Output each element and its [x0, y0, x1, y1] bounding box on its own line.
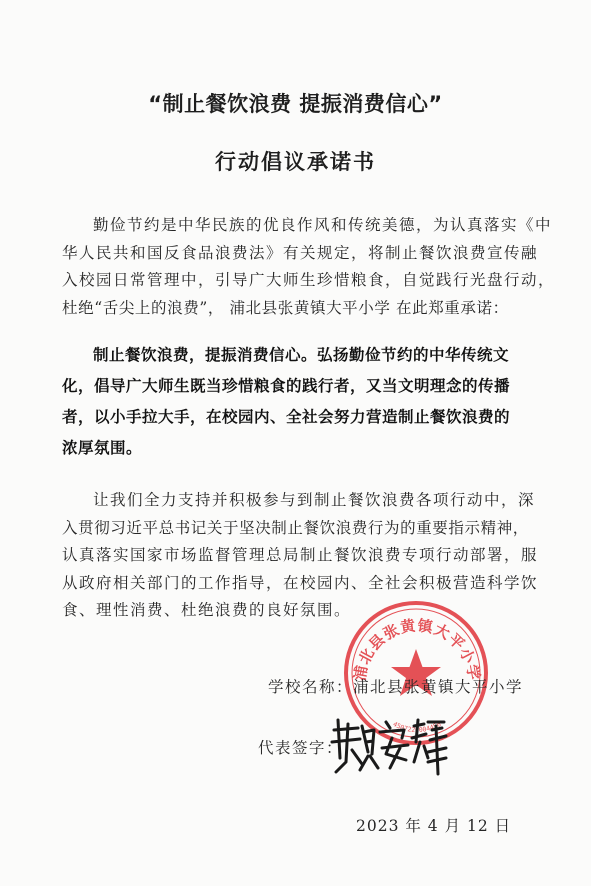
paragraph-line: 食、理性消费、杜绝浪费的良好氛围。: [62, 601, 352, 619]
paragraph-line: 者，以小手拉大手，在校园内、全社会努力营造制止餐饮浪费的: [62, 408, 511, 426]
handwritten-signature: [328, 712, 448, 778]
seal-code: 4507220004456: [391, 720, 443, 735]
paragraph-line: 勤俭节约是中华民族的优良作风和传统美德，为认真落实《中: [93, 216, 553, 234]
document-title-line1: “制止餐饮浪费 提振消费信心”: [148, 92, 443, 116]
paragraph-line: 华人民共和国反食品浪费法》有关规定，将制止餐饮浪费宣传融: [62, 243, 539, 262]
paragraph-line: 认真落实国家市场监督管理总局制止餐饮浪费专项行动部署，服: [62, 546, 539, 564]
paragraph-line: 杜绝“舌尖上的浪费”， 浦北县张黄镇大平小学 在此郑重承诺：: [62, 298, 509, 317]
paragraph-line: 入校园日常管理中，引导广大师生珍惜粮食，自觉践行光盘行动，: [62, 271, 556, 289]
document-date: 2023 年 4 月 12 日: [356, 817, 512, 835]
seal-text: 浦北县张黄镇大平小学: [350, 616, 484, 683]
school-name-line: 学校名称：浦北县张黄镇大平小学: [268, 678, 524, 696]
paragraph-line: 让我们全力支持并积极参与到制止餐饮浪费各项行动中，深: [93, 491, 536, 509]
paragraph-line: 制止餐饮浪费，提振消费信心。弘扬勤俭节约的中华传统文: [93, 346, 510, 364]
representative-signature-label: 代表签字：: [258, 739, 344, 757]
paragraph-line: 入贯彻习近平总书记关于坚决制止餐饮浪费行为的重要指示精神，: [62, 518, 529, 537]
paragraph-line: 化，倡导广大师生既当珍惜粮食的践行者，又当文明理念的传播: [62, 377, 511, 395]
paragraph-commitment: [62, 340, 532, 464]
paragraph-intro: [62, 212, 556, 322]
paragraph-line: 从政府相关部门的工作指导，在校园内、全社会积极营造科学饮: [62, 573, 539, 592]
document-title-line2: 行动倡议承诺书: [215, 150, 376, 174]
paragraph-line: 浓厚氛围。: [62, 439, 143, 457]
